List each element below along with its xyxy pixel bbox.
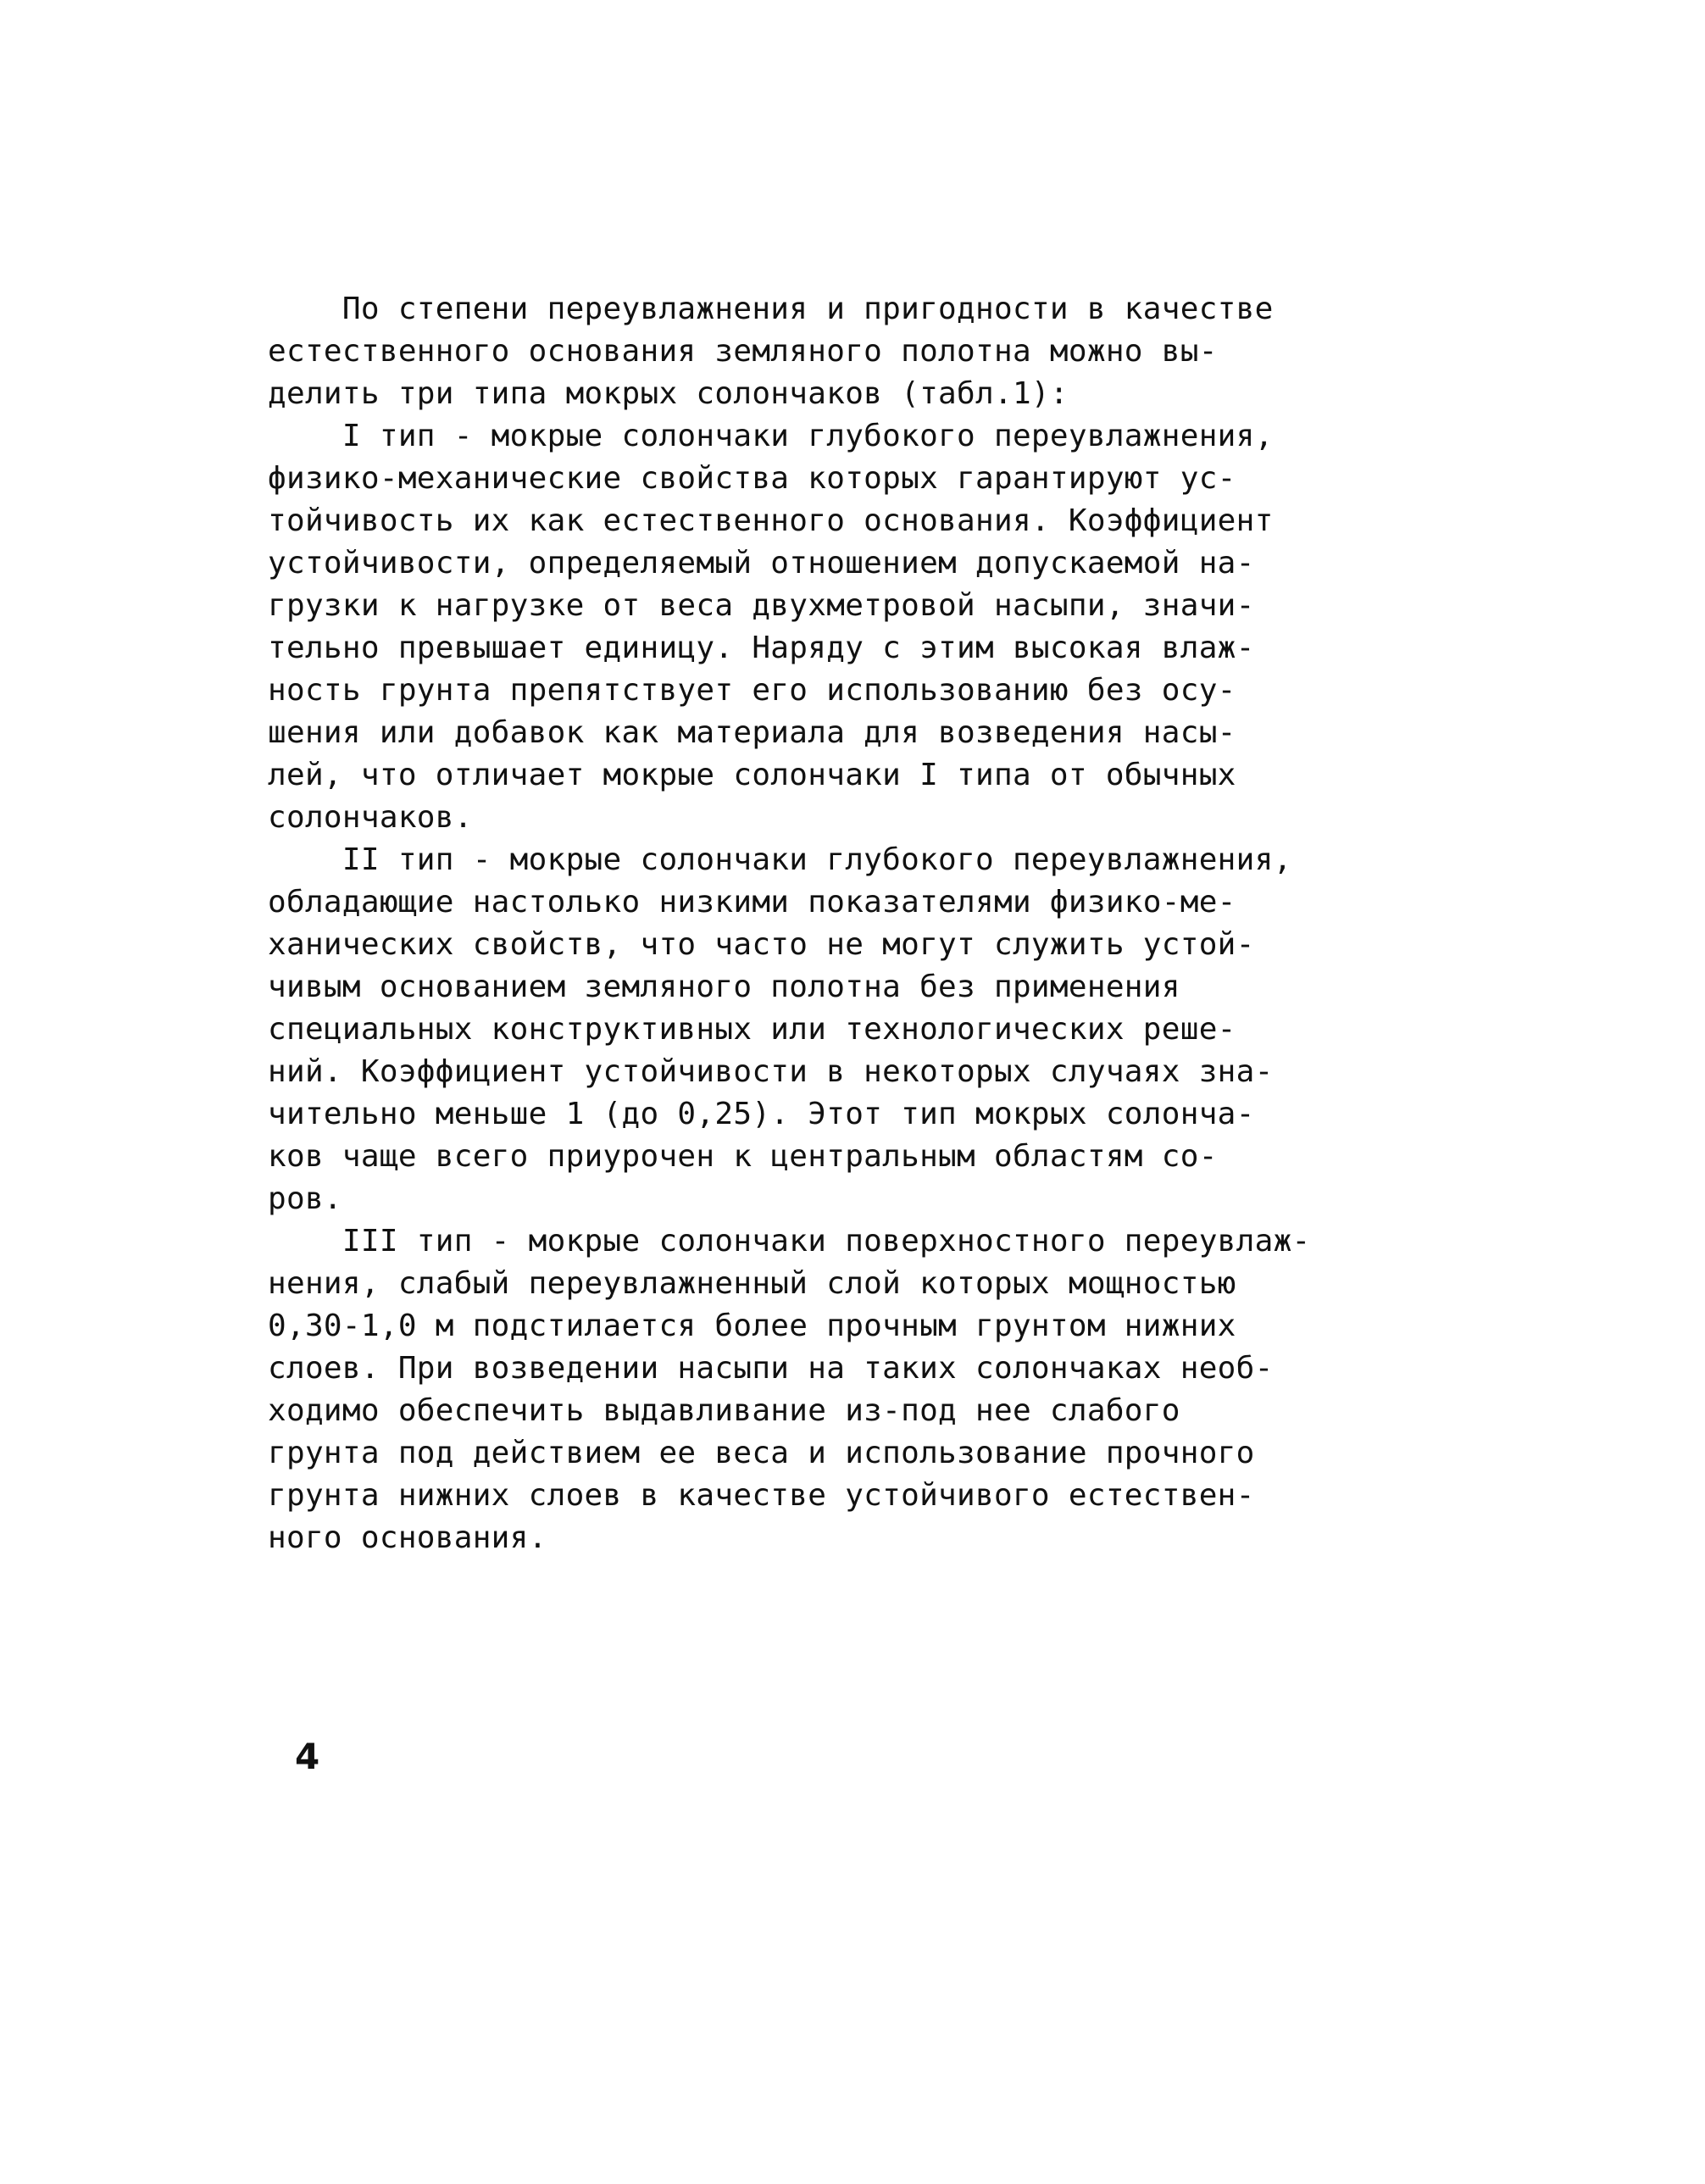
text-line: чивым основанием земляного полотна без применения [268, 970, 1180, 1004]
text-line: ний. Коэффициент устойчивости в некоторых случаях зна- [268, 1054, 1274, 1089]
text-line: устойчивости, определяемый отношением допускаемой на- [268, 546, 1255, 581]
text-line: ков чаще всего приурочен к центральным областям со- [268, 1139, 1218, 1174]
text-line: ходимо обеспечить выдавливание из-под нее слабого [268, 1393, 1180, 1428]
text-line: ность грунта препятствует его использованию без осу- [268, 673, 1236, 708]
text-line: обладающие настолько низкими показателями физико-ме- [268, 885, 1236, 920]
text-line: ров. [268, 1181, 342, 1216]
paragraph-type-3 [268, 1220, 1369, 1559]
paragraph-type-1 [268, 415, 1369, 839]
page-number: 4 [295, 1736, 320, 1777]
text-line: слоев. При возведении насыпи на таких солончаках необ- [268, 1351, 1274, 1386]
text-line: тельно превышает единицу. Наряду с этим высокая влаж- [268, 631, 1255, 665]
text-line: грузки к нагрузке от веса двухметровой насыпи, значи- [268, 588, 1255, 623]
text-line: II тип - мокрые солончаки глубокого переувлажнения, [268, 842, 1292, 877]
body-text [268, 288, 1369, 1559]
text-line: I тип - мокрые солончаки глубокого переувлажнения, [268, 419, 1274, 453]
text-line: III тип - мокрые солончаки поверхностного переувлаж- [268, 1224, 1311, 1259]
text-line: чительно меньше 1 (до 0,25). Этот тип мокрых солонча- [268, 1097, 1255, 1131]
text-line: ного основания. [268, 1520, 547, 1555]
text-line: нения, слабый переувлажненный слой которых мощностью [268, 1266, 1236, 1301]
text-line: По степени переувлажнения и пригодности в качестве [268, 292, 1274, 326]
text-line: естественного основания земляного полотна можно вы- [268, 334, 1218, 369]
text-line: тойчивость их как естественного основания. Коэффициент [268, 503, 1274, 538]
text-line: грунта нижних слоев в качестве устойчивого естествен- [268, 1478, 1255, 1513]
text-line: солончаков. [268, 800, 473, 835]
text-line: физико-механические свойства которых гарантируют ус- [268, 461, 1236, 496]
text-line: делить три типа мокрых солончаков (табл.1): [268, 376, 1069, 411]
text-line: специальных конструктивных или технологических реше- [268, 1012, 1236, 1047]
paragraph-type-2 [268, 839, 1369, 1220]
text-line: ханических свойств, что часто не могут служить устой- [268, 927, 1255, 962]
text-line: 0,30-1,0 м подстилается более прочным грунтом нижних [268, 1309, 1236, 1343]
text-line: лей, что отличает мокрые солончаки I типа от обычных [268, 758, 1236, 792]
text-line: грунта под действием ее веса и использование прочного [268, 1436, 1255, 1470]
paragraph-intro [268, 288, 1369, 415]
text-line: шения или добавок как материала для возведения насы- [268, 715, 1236, 750]
